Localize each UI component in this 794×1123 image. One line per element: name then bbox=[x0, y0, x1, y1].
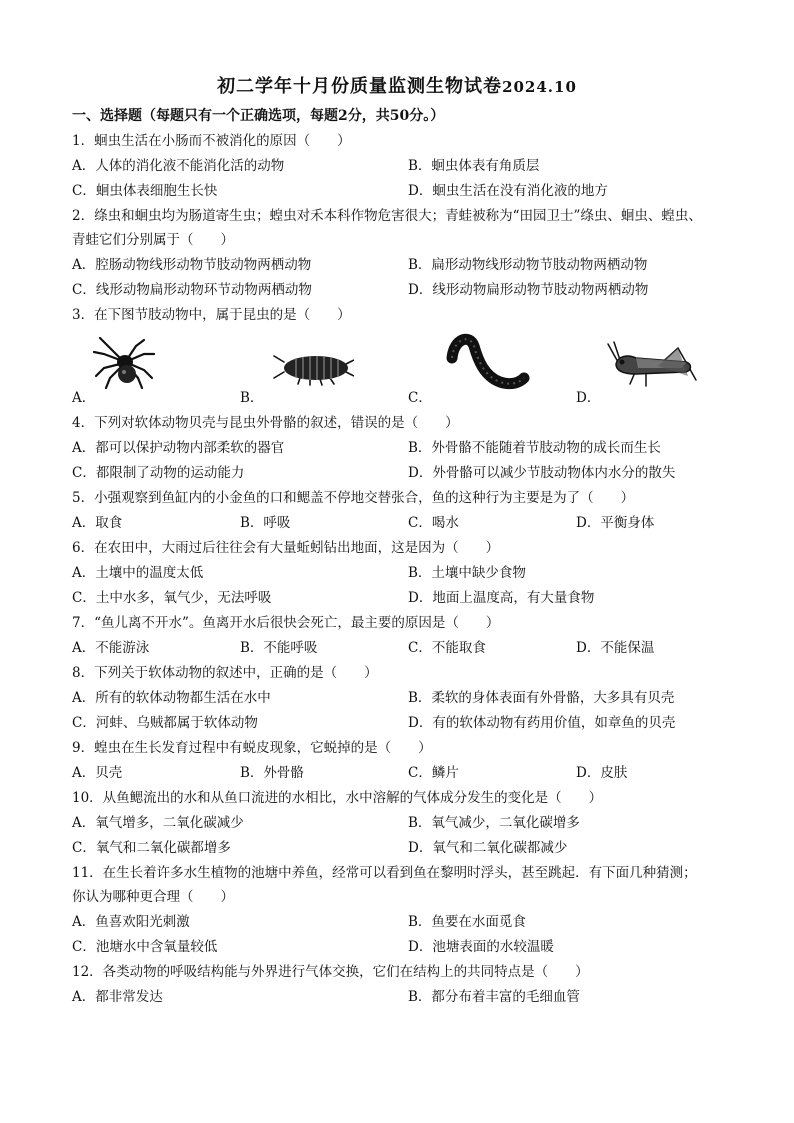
title-text: 初二学年十月份质量监测生物试卷 bbox=[217, 76, 503, 97]
question-8-option-b: B．柔软的身体表面有外骨骼，大多具有贝壳 bbox=[408, 690, 675, 706]
question-3-option-b: B． bbox=[240, 390, 264, 406]
question-4-option-a: A．都可以保护动物内部柔软的器官 bbox=[72, 440, 285, 456]
question-4-option-d: D．外骨骼可以减少节肢动物体内水分的散失 bbox=[408, 465, 676, 481]
question-9-option-b: B．外骨骼 bbox=[240, 765, 304, 781]
question-11-option-a: A．鱼喜欢阳光刺激 bbox=[72, 914, 190, 930]
question-10-stem: 10．从鱼鳃流出的水和从鱼口流进的水相比，水中溶解的气体成分发生的变化是（ ） bbox=[72, 790, 603, 806]
question-11-option-d: D．池塘表面的水较温暖 bbox=[408, 939, 554, 955]
section-heading: 一、选择题（每题只有一个正确选项，每题2分，共50分。） bbox=[72, 108, 445, 124]
question-10-option-d: D．氧气和二氧化碳都减少 bbox=[408, 840, 568, 856]
question-6-option-a: A．土壤中的温度太低 bbox=[72, 565, 204, 581]
question-11-option-b: B．鱼要在水面觅食 bbox=[408, 914, 526, 930]
question-4-option-c: C．都限制了动物的运动能力 bbox=[72, 465, 245, 481]
question-4-stem: 4．下列对软体动物贝壳与昆虫外骨骼的叙述，错误的是（ ） bbox=[72, 415, 459, 431]
question-1-stem: 1．蛔虫生活在小肠而不被消化的原因（ ） bbox=[72, 133, 351, 149]
question-10-option-c: C．氧气和二氧化碳都增多 bbox=[72, 840, 231, 856]
question-5-option-d: D．平衡身体 bbox=[576, 515, 655, 531]
question-2-option-a: A．腔肠动物线形动物节肢动物两栖动物 bbox=[72, 257, 312, 273]
grasshopper-icon bbox=[606, 340, 702, 390]
question-9-option-d: D．皮肤 bbox=[576, 765, 628, 781]
question-9-option-a: A．贝壳 bbox=[72, 765, 123, 781]
question-3-option-c: C． bbox=[408, 390, 432, 406]
woodlouse-icon bbox=[270, 350, 354, 386]
question-7-option-c: C．不能取食 bbox=[408, 640, 486, 656]
question-8-option-c: C．河蚌、乌贼都属于软体动物 bbox=[72, 715, 258, 731]
question-1-option-c: C．蛔虫体表细胞生长快 bbox=[72, 183, 218, 199]
question-5-option-c: C．喝水 bbox=[408, 515, 459, 531]
exam-title bbox=[0, 72, 794, 98]
question-2-stem-line2: 青蛙它们分别属于（ ） bbox=[72, 232, 234, 248]
question-1-option-a: A．人体的消化液不能消化活的动物 bbox=[72, 158, 285, 174]
question-7-option-a: A．不能游泳 bbox=[72, 640, 150, 656]
question-6-option-d: D．地面上温度高，有大量食物 bbox=[408, 590, 595, 606]
question-3-option-d: D． bbox=[576, 390, 601, 406]
question-10-option-b: B．氧气减少，二氧化碳增多 bbox=[408, 815, 580, 831]
question-11-stem-line1: 11．在生长着许多水生植物的池塘中养鱼，经常可以看到鱼在黎明时浮头，甚至跳起．有下面几种猜测； bbox=[72, 865, 697, 881]
question-10-option-a: A．氧气增多，二氧化碳减少 bbox=[72, 815, 244, 831]
question-6-stem: 6．在农田中，大雨过后往往会有大量蚯蚓钻出地面，这是因为（ ） bbox=[72, 540, 500, 556]
question-1-option-d: D．蛔虫生活在没有消化液的地方 bbox=[408, 183, 608, 199]
question-9-option-c: C．鳞片 bbox=[408, 765, 459, 781]
question-2-option-d: D．线形动物扁形动物节肢动物两栖动物 bbox=[408, 282, 649, 298]
question-3-option-a: A． bbox=[72, 390, 96, 406]
question-2-option-c: C．线形动物扁形动物环节动物两栖动物 bbox=[72, 282, 312, 298]
question-3-stem: 3．在下图节肢动物中，属于昆虫的是（ ） bbox=[72, 307, 351, 323]
question-5-option-b: B．呼吸 bbox=[240, 515, 291, 531]
centipede-worm-icon bbox=[440, 330, 530, 400]
question-8-stem: 8．下列关于软体动物的叙述中，正确的是（ ） bbox=[72, 665, 378, 681]
question-6-option-b: B．土壤中缺少食物 bbox=[408, 565, 526, 581]
question-4-option-b: B．外骨骼不能随着节肢动物的成长而生长 bbox=[408, 440, 661, 456]
question-5-option-a: A．取食 bbox=[72, 515, 123, 531]
question-1-option-b: B．蛔虫体表有角质层 bbox=[408, 158, 540, 174]
question-8-option-d: D．有的软体动物有药用价值，如章鱼的贝壳 bbox=[408, 715, 676, 731]
spider-icon bbox=[90, 334, 160, 390]
question-11-stem-line2: 你认为哪种更合理（ ） bbox=[72, 889, 234, 905]
question-7-option-d: D．不能保温 bbox=[576, 640, 655, 656]
question-2-stem-line1: 2．绦虫和蛔虫均为肠道寄生虫；蝗虫对禾本科作物危害很大；青蛙被称为“田园卫士”绦虫、蛔虫、蝗虫、 bbox=[72, 208, 702, 224]
question-11-option-c: C．池塘水中含氧量较低 bbox=[72, 939, 218, 955]
question-8-option-a: A．所有的软体动物都生活在水中 bbox=[72, 690, 271, 706]
question-12-option-a: A．都非常发达 bbox=[72, 989, 163, 1005]
question-7-stem: 7．“鱼儿离不开水”。鱼离开水后很快会死亡，最主要的原因是（ ） bbox=[72, 615, 500, 631]
question-12-option-b: B．都分布着丰富的毛细血管 bbox=[408, 989, 580, 1005]
question-6-option-c: C．土中水多，氧气少，无法呼吸 bbox=[72, 590, 272, 606]
exam-date: 2024.10 bbox=[502, 78, 577, 96]
question-2-option-b: B．扁形动物线形动物节肢动物两栖动物 bbox=[408, 257, 648, 273]
question-9-stem: 9．蝗虫在生长发育过程中有蜕皮现象，它蜕掉的是（ ） bbox=[72, 740, 432, 756]
question-7-option-b: B．不能呼吸 bbox=[240, 640, 318, 656]
question-5-stem: 5．小强观察到鱼缸内的小金鱼的口和鳃盖不停地交替张合，鱼的这种行为主要是为了（ ） bbox=[72, 490, 635, 506]
question-12-stem: 12．各类动物的呼吸结构能与外界进行气体交换，它们在结构上的共同特点是（ ） bbox=[72, 964, 589, 980]
